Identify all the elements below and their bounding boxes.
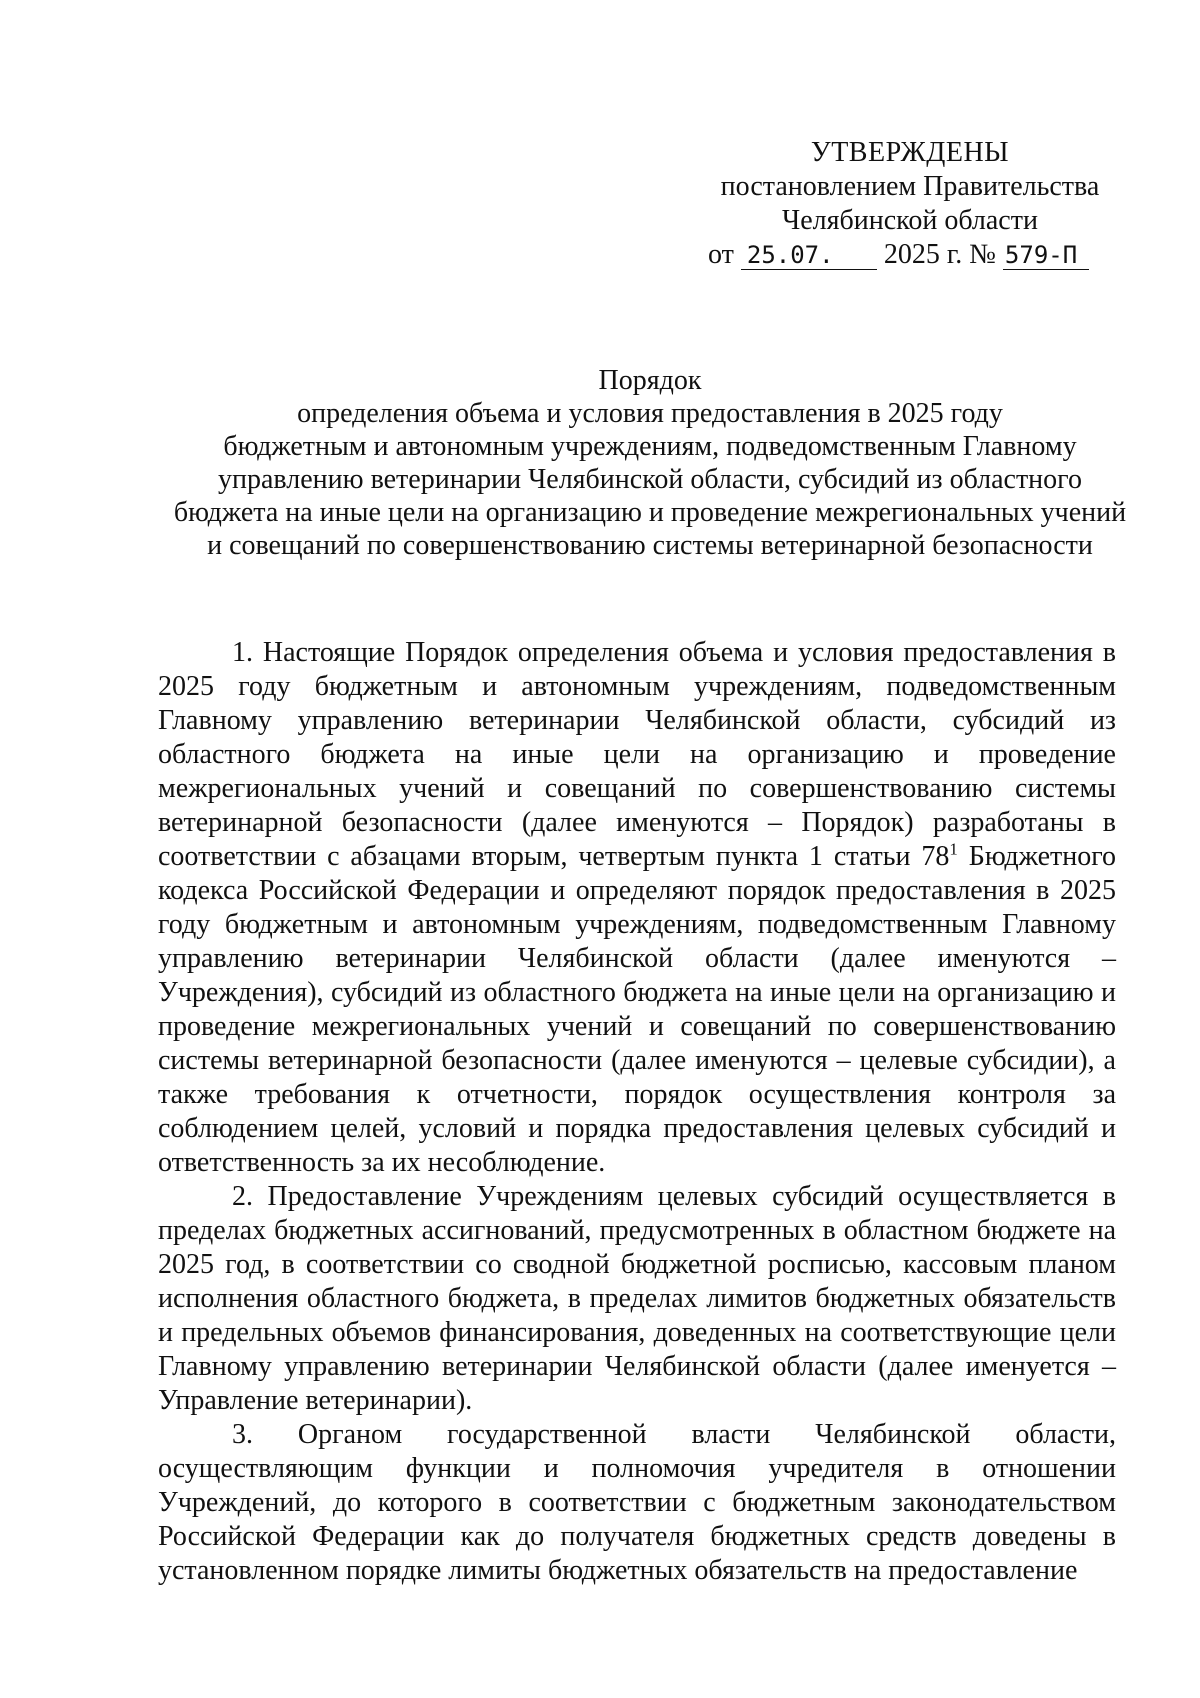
year-text: 2025 г. № [883, 239, 996, 270]
approval-title: УТВЕРЖДЕНЫ [810, 137, 1010, 168]
title-line-3: бюджетным и автономным учреждениям, подведомственным Главному [223, 431, 1077, 462]
title-line-4: управлению ветеринарии Челябинской области, субсидий из областного [218, 464, 1082, 495]
title-line-2: определения объема и условия предоставления в 2025 году [297, 398, 1003, 429]
paragraph-3: 3. Органом государственной власти Челябинской области, осуществляющим функции и полномочия учредителя в отношении Учреждений, до которого в соответствии с бюджетным законодательством Российской Федерации как до получателя бюджетных средств доведены в установленном порядке лимиты бюджетных обязательств на предоставление [158, 1419, 1116, 1586]
date-prefix: от [708, 239, 734, 270]
paragraph-1-text-a: 1. Настоящие Порядок определения объема и условия предоставления в 2025 году бюджетным и автономным учреждениям, подведомственным Главному управлению ветеринарии Челябинской области, субсидий из областного бюджета на иные цели на организацию и проведение межрегиональных учений и совещаний по совершенствованию системы ветеринарной безопасности (далее именуются – Порядок) разработаны в соответствии с абзацами вторым, четвертым пункта 1 статьи 78 [158, 637, 1116, 872]
title-line-5: бюджета на иные цели на организацию и проведение межрегиональных учений [173, 497, 1127, 528]
title-line-6: и совещаний по совершенствованию системы ветеринарной безопасности [207, 530, 1093, 561]
number-value: 579-П [1004, 241, 1078, 269]
date-field [741, 241, 877, 270]
article-superscript: 1 [949, 839, 958, 859]
approval-block [700, 136, 1120, 272]
date-value: 25.07. [746, 241, 834, 269]
approval-line-1: постановлением Правительства [720, 171, 1100, 202]
approval-line-2: Челябинской области [782, 205, 1038, 236]
title-line-1: Порядок [598, 365, 702, 396]
paragraph-2: 2. Предоставление Учреждениям целевых субсидий осуществляется в пределах бюджетных ассигнований, предусмотренных в областном бюджете на 2025 год, в соответствии со сводной бюджетной росписью, кассовым планом исполнения областного бюджета, в пределах лимитов бюджетных обязательств и предельных объемов финансирования, доведенных на соответствующие цели Главному управлению ветеринарии Челябинской области (далее именуется – Управление ветеринарии). [158, 1181, 1116, 1416]
number-field [1003, 241, 1089, 270]
approval-date-line [708, 238, 1120, 272]
paragraph-1 [158, 636, 1116, 1180]
document-body [158, 636, 1116, 1588]
paragraph-1-text-b: Бюджетного кодекса Российской Федерации и определяют порядок предоставления в 2025 году бюджетным и автономным учреждениям, подведомственным Главному управлению ветеринарии Челябинской области (далее именуются – Учреждения), субсидий из областного бюджета на иные цели на организацию и проведение межрегиональных учений и совещаний по совершенствованию системы ветеринарной безопасности (далее именуются – целевые субсидии), а также требования к отчетности, порядок осуществления контроля за соблюдением целей, условий и порядка предоставления целевых субсидий и ответственность за их несоблюдение. [158, 841, 1116, 1178]
document-title [150, 364, 1150, 562]
